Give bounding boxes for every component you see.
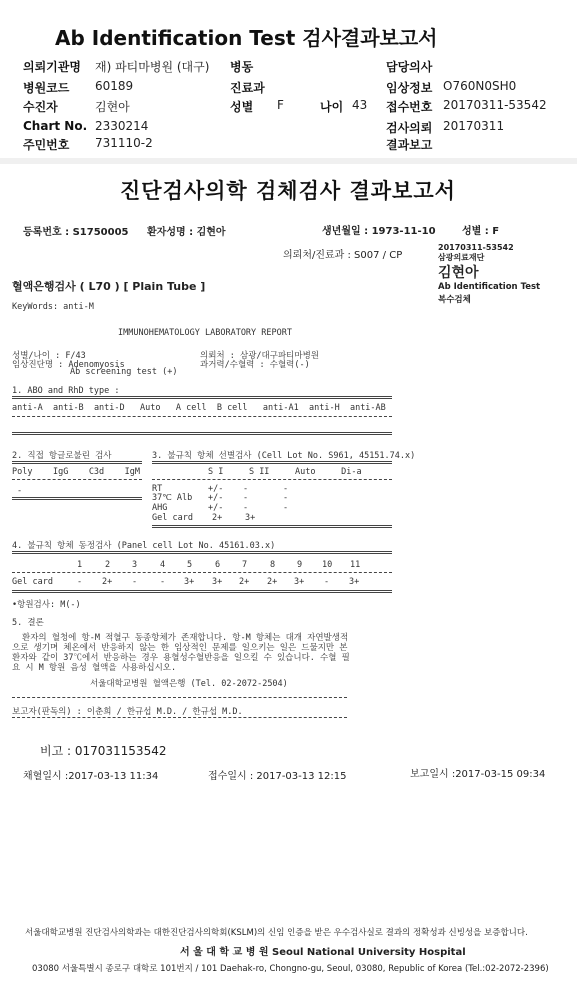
conclusion-line2: 으로 생기며 체온에서 반응하지 않는 한 임상적인 문제를 일으키는 일은 드물지만 본	[12, 643, 348, 653]
abo-h4: A cell	[175, 403, 207, 413]
diagnosis: 임상진단명 : Adenomyosis	[12, 360, 125, 370]
sex-age: 성별/나이 : F/43	[12, 351, 86, 361]
doctor-label: 담당의사	[386, 60, 433, 74]
dept-label: 진료과	[230, 81, 265, 95]
id-value: 731110-2	[95, 136, 153, 150]
screen-row-37: 37℃ Alb	[152, 493, 193, 503]
sex-value: F	[277, 98, 284, 112]
gender: 성별 : F	[462, 226, 500, 237]
transfusion: 과거력/수혈력 : 수혈력(-)	[200, 360, 310, 370]
sec2-title: 2. 직접 항글로불린 검사	[12, 451, 112, 461]
id-label: 주민번호	[23, 138, 70, 152]
patient-name: 환자성명 : 김현아	[147, 227, 226, 238]
bank-title: 혈액은행검사 ( L70 ) [ Plain Tube ]	[12, 280, 206, 293]
screen-row-gel: Gel card	[152, 513, 193, 523]
sec4-title: 4. 불규칙 항체 동정검사 (Panel cell Lot No. 45161.03.x)	[12, 541, 276, 551]
sec5-title: 5. 결론	[12, 618, 44, 628]
receiver-label: 수진자	[23, 100, 58, 114]
sec1-title: 1. ABO and RhD type :	[12, 386, 120, 396]
request-value: 20170311	[443, 119, 505, 133]
requester-value: 재) 파티마병원 (대구)	[95, 60, 210, 74]
abo-h6: anti-A1	[262, 403, 299, 413]
label-test: Ab Identification Test	[438, 282, 541, 292]
receiver-value: 김현아	[95, 100, 130, 114]
keywords: KeyWords: anti-M	[12, 302, 94, 312]
req-place: 의뢰처 : 삼광/대구파티마병원	[200, 351, 320, 361]
dob: 생년월일 : 1973-11-10	[322, 226, 436, 237]
screen-row-rt: RT	[152, 484, 163, 494]
request-label: 검사의뢰	[386, 121, 433, 135]
abo-headers	[12, 403, 392, 413]
abo-h1: anti-B	[52, 403, 84, 413]
reporter: 보고자(판독의) : 이춘희 / 한규섭 M.D. / 한규섭 M.D.	[12, 707, 243, 717]
abo-h5: B cell	[216, 403, 248, 413]
lab-report-title: IMMUNOHEMATOLOGY LABORATORY REPORT	[118, 328, 292, 338]
chart-label: Chart No.	[23, 119, 88, 133]
conclusion-line1: 환자의 혈청에 항-M 적혈구 동종항체가 존재합니다. 항-M 항체는 대개 자연발생적	[22, 633, 349, 643]
reg-no: 등록번호 : S1750005	[23, 227, 129, 238]
screen-row-ahg: AHG	[152, 503, 168, 513]
abo-h8: anti-AB	[349, 403, 386, 413]
diagnosis2: Ab screening test (+)	[70, 367, 178, 377]
label-specimen: 복수검체	[438, 295, 471, 305]
abo-h3: Auto	[140, 403, 161, 413]
hospital-name: 서 울 대 학 교 병 원 Seoul National University Hospital	[180, 947, 466, 958]
collect-time: 채혈일시 :2017-03-13 11:34	[23, 771, 159, 782]
abo-h0: anti-A	[12, 403, 43, 413]
chart-value: 2330214	[95, 119, 149, 133]
antigen-test: •항원검사: M(-)	[12, 600, 81, 610]
hospital-code-label: 병원코드	[23, 81, 70, 95]
clinical-value: O760N0SH0	[443, 79, 517, 93]
sex-label: 성별	[230, 100, 254, 114]
dept-info: 의뢰처/진료과 : S007 / CP	[283, 250, 403, 261]
age-label: 나이	[320, 100, 344, 114]
accession-label: 접수번호	[386, 100, 433, 114]
receive-time: 접수일시 : 2017-03-13 12:15	[208, 771, 347, 782]
abo-h7: anti-H	[308, 403, 340, 413]
sec3-title: 3. 불규칙 항체 선별검사 (Cell Lot No. S961, 45151.74.x)	[152, 451, 416, 461]
report-title: 진단검사의학 검체검사 결과보고서	[120, 179, 456, 203]
divider	[0, 158, 577, 164]
abo-h2: anti-D	[93, 403, 125, 413]
ward-label: 병동	[230, 60, 254, 74]
label-accession: 20170311-53542	[438, 243, 514, 252]
bank-contact: 서울대학교병원 혈액은행 (Tel. 02-2072-2504)	[90, 679, 288, 689]
requester-label: 의뢰기관명	[23, 60, 81, 74]
hospital-code-value: 60189	[95, 79, 134, 93]
label-patient: 김현아	[438, 265, 479, 281]
report-time: 보고일시 :2017-03-15 09:34	[410, 769, 546, 780]
age-value: 43	[352, 98, 368, 112]
dat-value: -	[17, 486, 23, 496]
address: 03080 서울특별시 종로구 대학로 101번지 / 101 Daehak-ro, Chongno-gu, Seoul, 03080, Republic of Korea (Tel.:02-2072-2396)	[32, 964, 549, 974]
remark: 비고 : 017031153542	[40, 744, 167, 758]
label-foundation: 삼광의료재단	[438, 253, 485, 262]
cert-text: 서울대학교병원 진단검사의학과는 대한진단검사의학회(KSLM)의 신임 인증을 받은 우수검사실로 결과의 정확성과 신빙성을 보증합니다.	[25, 928, 528, 938]
clinical-label: 임상정보	[386, 81, 433, 95]
conclusion-line4: 요 시 M 항원 음성 혈액을 사용하십시오.	[12, 663, 177, 673]
accession-value: 20170311-53542	[443, 98, 547, 112]
dat-headers: Poly IgG C3d IgM	[12, 467, 141, 477]
page-title: Ab Identification Test 검사결과보고서	[55, 26, 438, 50]
conclusion-line3: 환자와 같이 37℃에서 반응하는 경우 용혈성수혈반응을 일으킬 수 있습니다. 수혈 필	[12, 653, 350, 663]
report-label: 결과보고	[386, 138, 433, 152]
screen-headers: S I S II Auto Di-a	[208, 467, 362, 477]
